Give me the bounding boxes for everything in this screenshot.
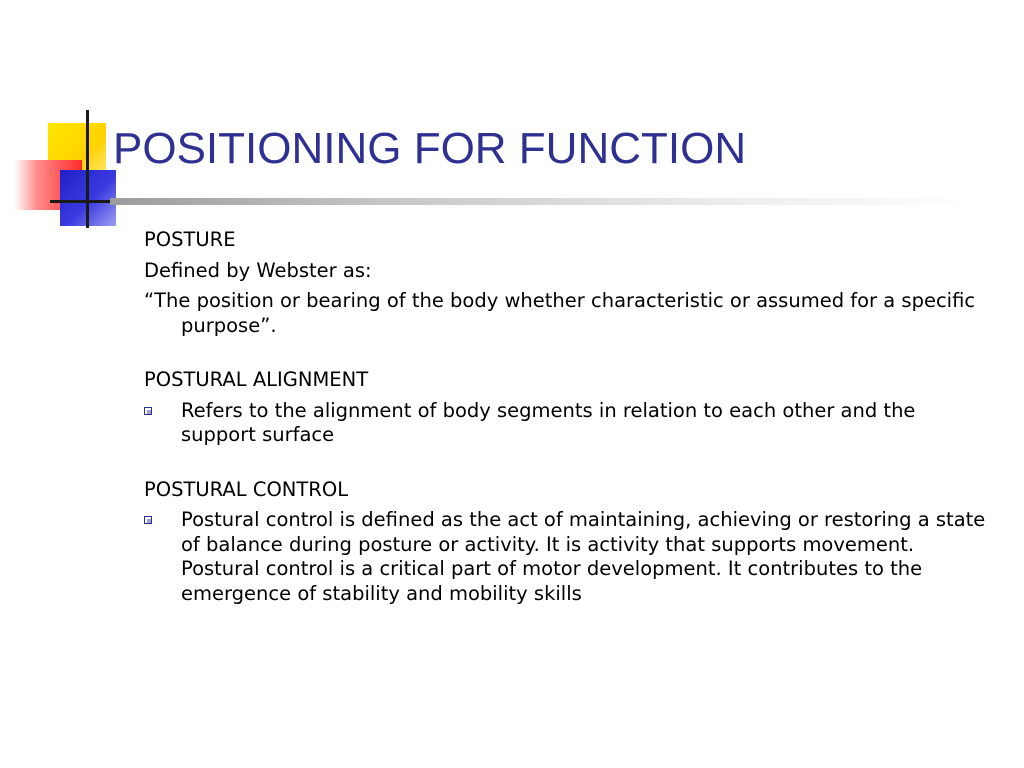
section-spacer [144, 454, 994, 478]
vertical-crosshair-line [86, 110, 89, 228]
slide-title: POSITIONING FOR FUNCTION [113, 124, 747, 173]
bullet-text: Refers to the alignment of body segments in relation to each other and the support surface [181, 398, 916, 446]
decorative-squares-logo [0, 0, 140, 230]
postural-control-heading: POSTURAL CONTROL [144, 477, 349, 501]
list-item [144, 508, 994, 606]
slide-body [144, 228, 994, 612]
square-bullet-icon [144, 516, 152, 524]
list-item [144, 399, 994, 448]
section-spacer [144, 344, 994, 368]
posture-quote: “The position or bearing of the body whether characteristic or assumed for a specific purpose”. [144, 289, 976, 337]
posture-intro: Defined by Webster as: [144, 258, 372, 282]
title-underline-rule [110, 198, 980, 205]
square-bullet-icon [144, 407, 152, 415]
posture-heading: POSTURE [144, 228, 236, 251]
postural-alignment-heading: POSTURAL ALIGNMENT [144, 368, 369, 391]
bullet-text: Postural control is defined as the act of maintaining, achieving or restoring a state of balance during posture or activity. It is activity that supports movement. Postural control is a critical part of motor development. It contributes to the emergence of stability and mobility skills [181, 508, 986, 605]
